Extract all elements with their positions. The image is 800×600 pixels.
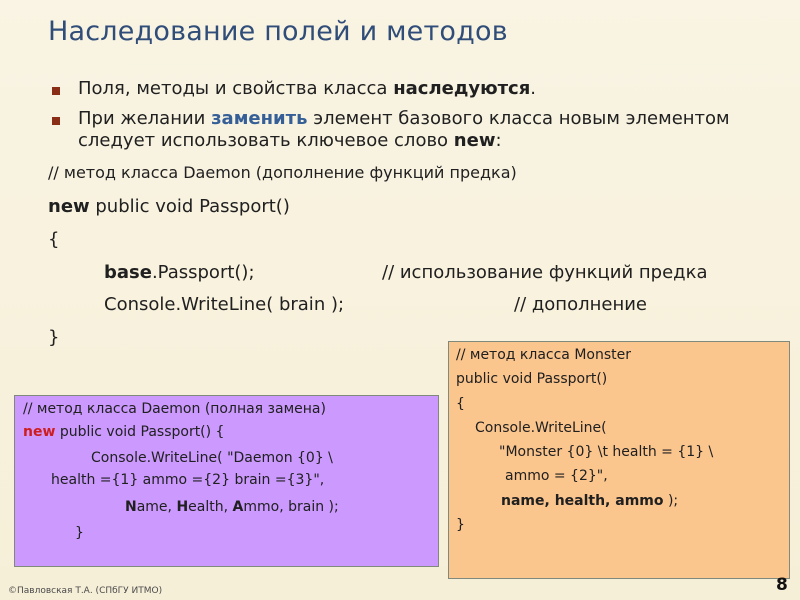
box-left-arg-health: ealth, (188, 499, 233, 515)
code-comment-writeline: // дополнение (514, 294, 647, 315)
code-line-signature (48, 196, 290, 217)
box-left-arg-ammo: mmo, brain ); (243, 499, 339, 515)
box-right-args-bold: name, health, ammo (501, 493, 664, 509)
box-left-format-string: health ={1} ammo ={2} brain ={3}", (51, 472, 325, 488)
code-keyword-base: base (104, 262, 152, 283)
footer-credit: ©Павловская Т.А. (СПбГУ ИТМО) (8, 586, 163, 596)
code-signature-rest: public void Passport() (89, 196, 290, 217)
box-left-arg-name: ame, (136, 499, 177, 515)
bullet-1-text: Поля, методы и свойства класса (78, 78, 394, 99)
code-comment-base: // использование функций предка (382, 262, 708, 283)
box-right-comment: // метод класса Monster (456, 347, 631, 363)
bullet-square-icon (52, 87, 60, 95)
code-line-writeline: Console.WriteLine( brain ); (104, 294, 345, 315)
box-right-open-brace: { (456, 396, 465, 412)
slide-title: Наследование полей и методов (48, 16, 508, 47)
monster-code-box (448, 341, 790, 579)
code-line-base-call (104, 262, 255, 283)
bullet-1-suffix: . (530, 78, 536, 99)
bullet-2-suffix: : (495, 130, 502, 151)
box-left-writeline: Console.WriteLine( "Daemon {0} \ (91, 450, 333, 466)
box-right-signature: public void Passport() (456, 371, 608, 387)
box-right-close-brace: } (456, 517, 465, 533)
bullet-2-mid: элемент базового класса новым элементом следует использовать ключевое слово (78, 108, 730, 151)
box-left-arg-h: H (176, 499, 189, 515)
box-right-writeline: Console.WriteLine( (475, 420, 607, 436)
code-open-brace: { (48, 229, 60, 250)
box-right-args-rest: ); (663, 493, 679, 509)
code-keyword-new: new (48, 196, 90, 217)
bullet-2-prefix: При желании (78, 108, 212, 129)
box-left-arg-n: N (125, 499, 137, 515)
code-close-brace: } (48, 327, 60, 348)
page-number: 8 (776, 575, 788, 595)
bullet-item-2 (48, 108, 768, 152)
bullet-2-bold: new (453, 130, 496, 151)
bullet-2-highlight: заменить (211, 108, 308, 129)
box-left-close-brace: } (75, 525, 84, 541)
box-left-signature-rest: public void Passport() { (55, 424, 225, 440)
daemon-replacement-code-box (14, 395, 439, 567)
bullet-1-bold: наследуются (393, 78, 531, 99)
box-right-format-string: "Monster {0} \t health = {1} \ (499, 444, 714, 460)
box-right-format-end: ammo = {2}", (505, 468, 608, 484)
box-left-arg-a: A (232, 499, 244, 515)
box-left-keyword-new: new (23, 424, 56, 440)
box-right-args (501, 489, 678, 513)
bullet-item-1 (48, 78, 768, 100)
bullet-square-icon (52, 117, 60, 125)
box-left-signature (23, 420, 224, 444)
code-base-rest: .Passport(); (151, 262, 255, 283)
code-comment: // метод класса Daemon (дополнение функций предка) (48, 163, 517, 182)
box-left-args (125, 495, 339, 519)
bullet-list (48, 78, 768, 160)
box-left-comment: // метод класса Daemon (полная замена) (23, 401, 326, 417)
